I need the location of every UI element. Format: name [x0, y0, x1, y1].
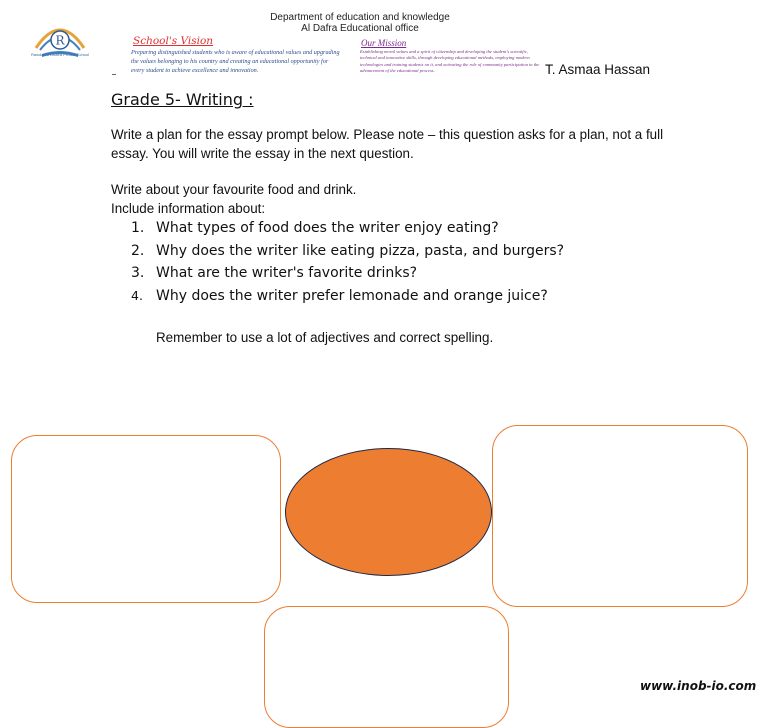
question-item	[131, 262, 601, 285]
question-text: Why does the writer prefer lemonade and orange juice?	[156, 288, 548, 305]
reminder-text: Remember to use a lot of adjectives and correct spelling.	[156, 330, 494, 345]
watermark-text: www.inob-io.com	[640, 679, 757, 693]
question-number: 4.	[131, 288, 143, 304]
question-number: 3.	[131, 265, 145, 282]
question-list	[131, 217, 601, 308]
svg-text:R: R	[55, 33, 65, 48]
question-item	[131, 285, 601, 308]
center-topic-oval[interactable]	[285, 448, 492, 576]
instruction-text: Write a plan for the essay prompt below. Please note – this question asks for a plan, not a full essay. You will write the essay in the next question.	[111, 127, 664, 161]
prompt-block	[111, 180, 671, 218]
office-name: Al Dafra Educational office	[301, 23, 419, 34]
question-text: Why does the writer like eating pizza, pasta, and burgers?	[156, 242, 565, 259]
question-number: 2.	[131, 242, 145, 259]
question-item	[131, 240, 601, 263]
plan-box-right[interactable]	[492, 425, 748, 607]
divider-mark	[112, 74, 116, 75]
question-item	[131, 217, 601, 240]
logo-caption: Rawdat Al Dhafra Private School	[30, 52, 90, 57]
mission-title: Our Mission	[361, 38, 407, 48]
prompt-line: Write about your favourite food and drink.	[111, 182, 357, 197]
prompt-line: Include information about:	[111, 201, 266, 216]
mission-text: Establishing moral values and a spirit of citizenship and developing the student's scientific, technical and innovative skills, through developing educational methods, employing modern technologies and training students on it, and activating the role of community participation in the advancement of the educational process.	[360, 49, 540, 74]
department-header	[230, 12, 490, 34]
question-text: What are the writer's favorite drinks?	[156, 265, 418, 282]
vision-title: School's Vision	[133, 35, 214, 47]
question-number: 1.	[131, 220, 145, 236]
plan-box-left[interactable]	[11, 435, 281, 603]
teacher-name: T. Asmaa Hassan	[545, 62, 651, 77]
vision-text: Preparing distinguished students who is aware of educational values and upgrading the values belonging to his country and creating an educational opportunity for every student to achieve excellence and innovation.	[131, 49, 340, 74]
worksheet-heading: Grade 5- Writing :	[111, 90, 254, 109]
department-name: Department of education and knowledge	[270, 12, 450, 23]
question-text: What types of food does the writer enjoy eating?	[156, 220, 499, 236]
school-logo	[30, 18, 90, 64]
plan-box-bottom[interactable]	[264, 606, 509, 728]
